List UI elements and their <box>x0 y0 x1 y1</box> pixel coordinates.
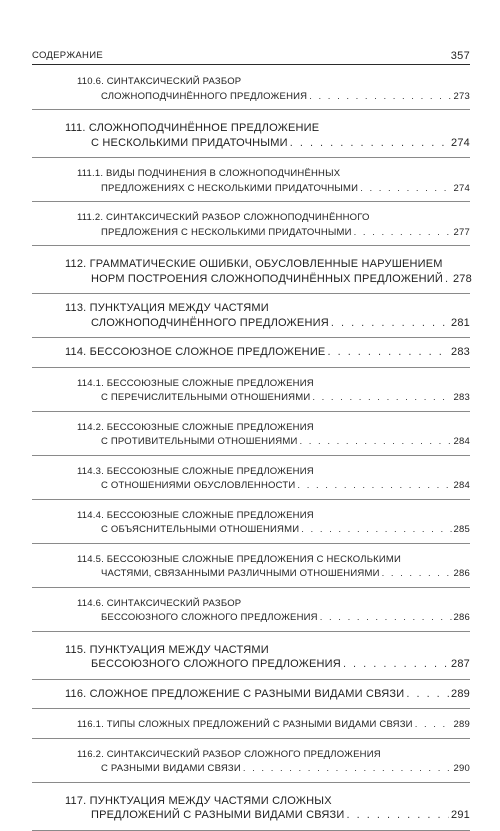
toc-entry-title-line: 115. ПУНКТУАЦИЯ МЕЖДУ ЧАСТЯМИ <box>65 643 269 656</box>
toc-entry-section[interactable] <box>32 250 470 294</box>
dot-leader <box>331 316 449 331</box>
toc-entry-title-line: 112. ГРАММАТИЧЕСКИЕ ОШИБКИ, ОБУСЛОВЛЕННЫЕ НАРУШЕНИЕМ <box>65 258 443 270</box>
toc-entry-title-line: 113. ПУНКТУАЦИЯ МЕЖДУ ЧАСТЯМИ <box>65 302 269 314</box>
toc-entry-section[interactable] <box>32 114 470 158</box>
table-of-contents <box>32 70 470 831</box>
header-page-number: 357 <box>450 50 470 62</box>
toc-entry-title-line: 111. СЛОЖНОПОДЧИНЁННОЕ ПРЕДЛОЖЕНИЕ <box>65 122 320 134</box>
toc-entry-title-line: 114.1. БЕССОЮЗНЫЕ СЛОЖНЫЕ ПРЕДЛОЖЕНИЯ <box>77 377 314 389</box>
toc-entry-subsection[interactable] <box>32 70 470 110</box>
toc-entry-title-line: С ОБЪЯСНИТЕЛЬНЫМИ ОТНОШЕНИЯМИ <box>101 524 300 535</box>
toc-page-number: 273 <box>453 90 470 102</box>
toc-page-number: 286 <box>453 612 470 623</box>
toc-entry-section[interactable] <box>32 338 470 368</box>
toc-entry-title-line: 110.6. СИНТАКСИЧЕСКИЙ РАЗБОР <box>77 76 242 87</box>
dot-leader <box>347 808 450 823</box>
toc-entry-title-line: СЛОЖНОПОДЧИНЁННОГО ПРЕДЛОЖЕНИЯ <box>101 90 308 102</box>
dot-leader <box>354 226 452 241</box>
toc-entry-title-line: 114. БЕССОЮЗНОЕ СЛОЖНОЕ ПРЕДЛОЖЕНИЕ <box>65 346 326 358</box>
toc-entry-title-line: С ПРОТИВИТЕЛЬНЫМИ ОТНОШЕНИЯМИ <box>101 436 298 447</box>
toc-page-number: 281 <box>451 316 470 329</box>
toc-entry-subsection[interactable] <box>32 162 470 202</box>
toc-entry-subsection[interactable] <box>32 206 470 246</box>
toc-entry-title-line: 114.4. БЕССОЮЗНЫЕ СЛОЖНЫЕ ПРЕДЛОЖЕНИЯ <box>77 509 314 521</box>
toc-page-number: 283 <box>451 346 470 358</box>
dot-leader <box>320 611 452 626</box>
toc-page-number: 274 <box>453 182 470 194</box>
toc-entry-subsection[interactable] <box>32 713 470 739</box>
dot-leader <box>343 657 449 672</box>
toc-entry-title-line: 117. ПУНКТУАЦИЯ МЕЖДУ ЧАСТЯМИ СЛОЖНЫХ <box>65 794 332 807</box>
toc-entry-title-line: С РАЗНЫМИ ВИДАМИ СВЯЗИ <box>101 763 241 774</box>
toc-page-number: 291 <box>451 809 470 821</box>
toc-entry-subsection[interactable] <box>32 743 470 783</box>
dot-leader <box>445 272 451 287</box>
toc-entry-subsection[interactable] <box>32 504 470 544</box>
toc-entry-title-line: СЛОЖНОПОДЧИНЁННОГО ПРЕДЛОЖЕНИЯ <box>91 316 329 329</box>
toc-entry-title-line: ПРЕДЛОЖЕНИЯ С НЕСКОЛЬКИМИ ПРИДАТОЧНЫМИ <box>101 226 352 238</box>
toc-entry-title-line: С ОТНОШЕНИЯМИ ОБУСЛОВЛЕННОСТИ <box>101 480 296 491</box>
header-title: СОДЕРЖАНИЕ <box>32 50 103 61</box>
toc-entry-title-line: 116. СЛОЖНОЕ ПРЕДЛОЖЕНИЕ С РАЗНЫМИ ВИДАМИ СВЯЗИ <box>65 687 405 700</box>
toc-entry-section[interactable] <box>32 294 470 338</box>
toc-page-number: 277 <box>453 226 470 238</box>
toc-page-number: 283 <box>453 392 470 403</box>
toc-entry-subsection[interactable] <box>32 460 470 500</box>
toc-page-number: 290 <box>453 763 470 774</box>
toc-page-number: 285 <box>453 524 470 535</box>
toc-entry-title-line: ПРЕДЛОЖЕНИЙ С РАЗНЫМИ ВИДАМИ СВЯЗИ <box>91 809 345 821</box>
toc-entry-subsection[interactable] <box>32 416 470 456</box>
toc-page-number: 287 <box>451 658 470 670</box>
toc-entry-title-line: БЕССОЮЗНОГО СЛОЖНОГО ПРЕДЛОЖЕНИЯ <box>101 612 318 623</box>
toc-entry-title-line: БЕССОЮЗНОГО СЛОЖНОГО ПРЕДЛОЖЕНИЯ <box>91 658 341 670</box>
dot-leader <box>243 762 452 777</box>
dot-leader <box>299 435 451 450</box>
dot-leader <box>312 391 451 406</box>
dot-leader <box>327 345 449 360</box>
toc-entry-title-line: 114.3. БЕССОЮЗНЫЕ СЛОЖНЫЕ ПРЕДЛОЖЕНИЯ <box>77 465 314 477</box>
toc-page-number: 289 <box>453 719 470 730</box>
toc-page-number: 284 <box>453 436 470 447</box>
toc-entry-title-line: 116.2. СИНТАКСИЧЕСКИЙ РАЗБОР СЛОЖНОГО ПРЕДЛОЖЕНИЯ <box>77 748 381 760</box>
toc-entry-title-line: ПРЕДЛОЖЕНИЯХ С НЕСКОЛЬКИМИ ПРИДАТОЧНЫМИ <box>101 182 359 194</box>
toc-entry-subsection[interactable] <box>32 372 470 412</box>
dot-leader <box>301 523 451 538</box>
toc-entry-title-line: ЧАСТЯМИ, СВЯЗАННЫМИ РАЗЛИЧНЫМИ ОТНОШЕНИЯМИ <box>101 568 380 579</box>
dot-leader <box>415 718 452 733</box>
toc-entry-subsection[interactable] <box>32 548 470 588</box>
toc-entry-title-line: 114.2. БЕССОЮЗНЫЕ СЛОЖНЫЕ ПРЕДЛОЖЕНИЯ <box>77 421 314 433</box>
toc-page-number: 286 <box>453 568 470 579</box>
toc-entry-title-line: НОРМ ПОСТРОЕНИЯ СЛОЖНОПОДЧИНЁННЫХ ПРЕДЛОЖЕНИЙ <box>91 272 443 285</box>
toc-entry-section[interactable] <box>32 636 470 680</box>
dot-leader <box>382 567 452 582</box>
dot-leader <box>406 687 449 702</box>
running-header <box>32 46 470 65</box>
dot-leader <box>297 479 451 494</box>
toc-page-number: 278 <box>452 272 472 285</box>
dot-leader <box>360 182 451 197</box>
toc-entry-title-line: 114.5. БЕССОЮЗНЫЕ СЛОЖНЫЕ ПРЕДЛОЖЕНИЯ С НЕСКОЛЬКИМИ <box>77 553 402 565</box>
toc-page-number: 289 <box>451 687 470 700</box>
toc-entry-section[interactable] <box>32 787 470 831</box>
toc-entry-title-line: 116.1. ТИПЫ СЛОЖНЫХ ПРЕДЛОЖЕНИЙ С РАЗНЫМИ ВИДАМИ СВЯЗИ <box>77 719 413 730</box>
toc-entry-title-line: С ПЕРЕЧИСЛИТЕЛЬНЫМИ ОТНОШЕНИЯМИ <box>101 392 311 403</box>
toc-page-number: 284 <box>453 480 470 491</box>
toc-entry-title-line: 111.1. ВИДЫ ПОДЧИНЕНИЯ В СЛОЖНОПОДЧИНЁННЫХ <box>77 168 341 179</box>
toc-entry-section[interactable] <box>32 680 470 710</box>
dot-leader <box>309 90 451 105</box>
toc-entry-title-line: 114.6. СИНТАКСИЧЕСКИЙ РАЗБОР <box>77 597 242 609</box>
toc-page-number: 274 <box>451 136 470 149</box>
dot-leader <box>290 136 449 151</box>
toc-entry-title-line: 111.2. СИНТАКСИЧЕСКИЙ РАЗБОР СЛОЖНОПОДЧИНЁННОГО <box>77 212 370 223</box>
toc-entry-subsection[interactable] <box>32 592 470 632</box>
toc-entry-title-line: С НЕСКОЛЬКИМИ ПРИДАТОЧНЫМИ <box>91 136 288 149</box>
